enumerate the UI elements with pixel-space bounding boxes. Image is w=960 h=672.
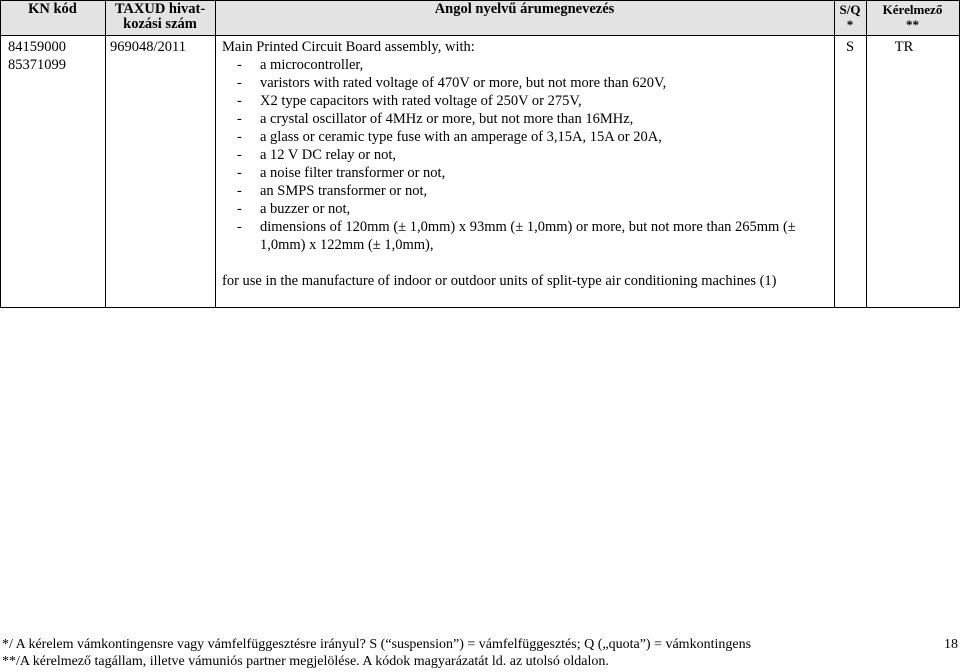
list-item-text: a glass or ceramic type fuse with an amperage of 3,15A, 15A or 20A, [260,129,662,145]
list-item: - a glass or ceramic type fuse with an amperage of 3,15A, 15A or 20A, [237,129,662,145]
footnote-2: **/A kérelmező tagállam, illetve vámuniós partner megjelölése. A kódok magyarázatát ld. az utolsó oldalon. [2,654,609,669]
header-taxud-line2: kozási szám [123,16,197,32]
list-item: - a microcontroller, [237,57,364,73]
list-item: - a crystal oscillator of 4MHz or more, but not more than 16MHz, [237,111,634,127]
list-item-text: varistors with rated voltage of 470V or more, but not more than 620V, [260,75,667,91]
list-item-text: a buzzer or not, [260,201,351,217]
kerelmezo-value: TR [894,39,914,55]
list-item: - X2 type capacitors with rated voltage of 250V or 275V, [237,93,582,109]
list-item: - a noise filter transformer or not, [237,165,446,181]
list-item: - dimensions of 120mm (± 1,0mm) x 93mm (± 1,0mm) or more, but not more than 265mm (± 1,0mm) x 122mm (± 1,0mm), [237,219,796,253]
header-taxud [105,2,215,32]
header-taxud-line1: TAXUD hivat- [114,1,206,17]
kn-code: 84159000 [8,39,66,55]
header-sq-line2: * [846,17,854,32]
header-kerelmezo [866,2,959,32]
column-divider [105,0,106,308]
column-divider [215,0,216,308]
list-item: - varistors with rated voltage of 470V or more, but not more than 620V, [237,75,667,91]
header-kerelmezo-line1: Kérelmező [882,2,943,17]
header-sq [834,2,866,32]
kn-code: 85371099 [8,57,66,73]
list-item-text: a crystal oscillator of 4MHz or more, but not more than 16MHz, [260,111,634,127]
table-header-divider [0,35,960,36]
list-item: - a buzzer or not, [237,201,351,217]
description-intro: Main Printed Circuit Board assembly, with: [222,39,475,55]
list-item: - an SMPS transformer or not, [237,183,428,199]
list-item-text: a microcontroller, [260,57,364,73]
list-item-text: dimensions of 120mm (± 1,0mm) x 93mm (± 1,0mm) or more, but not more than 265mm (± 1,0mm) x 122mm (± 1,0mm), [260,219,796,253]
list-item-text: a 12 V DC relay or not, [260,147,396,163]
taxud-number: 969048/2011 [110,39,186,55]
header-kerelmezo-line2: ** [906,17,919,32]
header-kn-kod: KN kód [28,1,77,17]
component-list [237,56,837,254]
usage-text: for use in the manufacture of indoor or outdoor units of split-type air conditioning machines (1) [222,273,777,289]
kn-codes-cell [8,38,66,74]
list-item: - a 12 V DC relay or not, [237,147,396,163]
list-item-text: an SMPS transformer or not, [260,183,428,199]
table-left-border [0,0,1,308]
list-item-text: a noise filter transformer or not, [260,165,446,181]
header-sq-line1: S/Q [839,2,861,17]
header-description: Angol nyelvű árumegnevezés [434,1,615,17]
list-item-text: X2 type capacitors with rated voltage of 250V or 275V, [260,93,582,109]
page-number: 18 [944,637,958,652]
footnote-1: */ A kérelem vámkontingensre vagy vámfelfüggesztésre irányul? S (“suspension”) = vámfelfüggesztés; Q („quota”) = vámkontingens [2,637,752,652]
sq-value: S [845,39,855,55]
table-bottom-border [0,307,960,308]
